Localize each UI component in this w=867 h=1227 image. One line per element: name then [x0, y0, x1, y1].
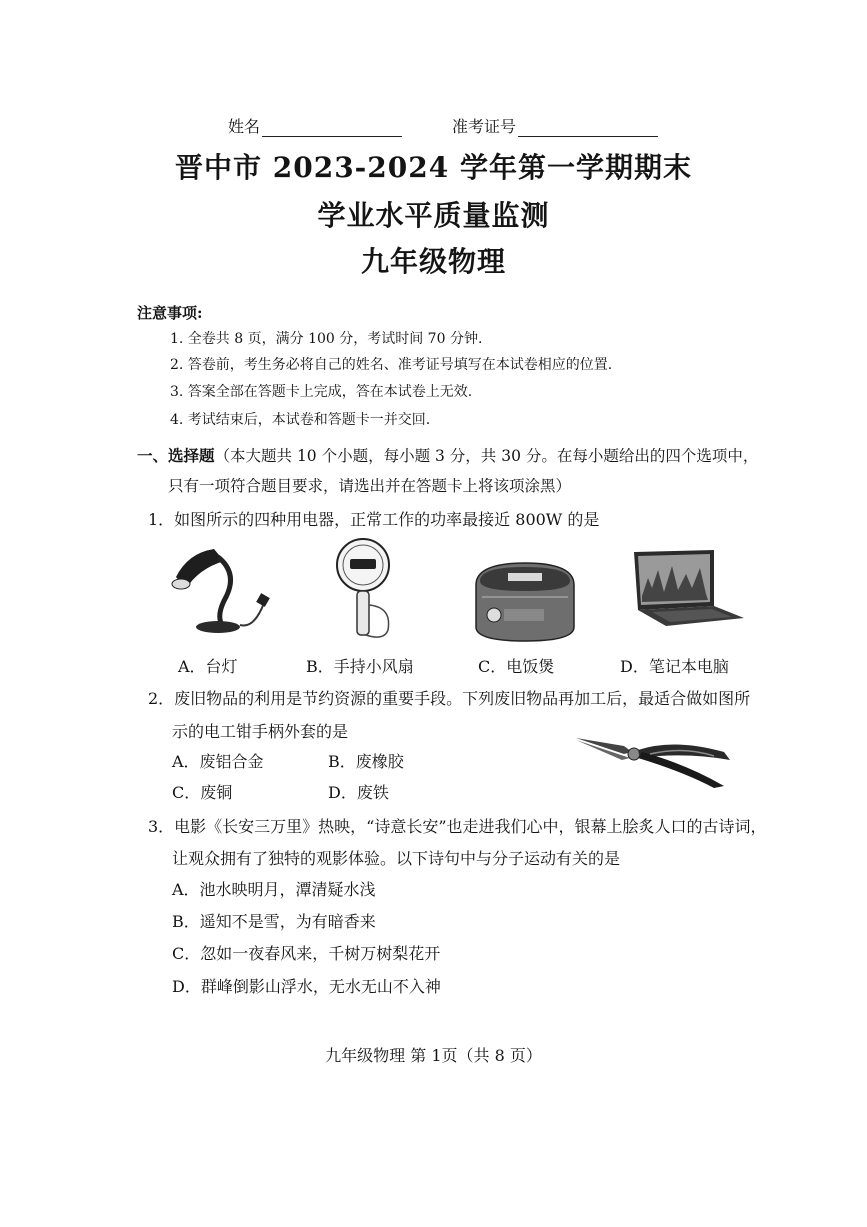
exam-title-line2: 学业水平质量监测: [317, 199, 550, 232]
desk-lamp-icon: [168, 545, 278, 637]
question-2-stem-line2: 示的电工钳手柄外套的是: [172, 722, 349, 741]
question-1-stem: 1．如图所示的四种用电器，正常工作的功率最接近 800W 的是: [148, 510, 600, 529]
notice-item: 4. 考试结束后，本试卷和答题卡一并交回.: [170, 412, 431, 428]
handheld-fan-icon: [330, 535, 400, 645]
exam-title-subject: 九年级物理: [360, 245, 506, 278]
page-footer: 九年级物理 第 1页（共 8 页）: [325, 1046, 542, 1065]
notice-heading: 注意事项:: [137, 304, 203, 322]
laptop-icon: [628, 548, 746, 628]
question-1-option-c: C．电饭煲: [478, 657, 555, 676]
section-label: 一、选择题: [137, 446, 215, 465]
section-description-cont: 只有一项符合题目要求，请选出并在答题卡上将该项涂黑）: [168, 477, 572, 495]
exam-number-blank-line: [518, 122, 658, 137]
notice-item: 1. 全卷共 8 页，满分 100 分，考试时间 70 分钟.: [170, 331, 483, 347]
question-3-option-b: B．遥知不是雪，为有暗香来: [172, 912, 376, 931]
exam-title-line1: 晋中市 2023-2024 学年第一学期期末: [175, 151, 692, 184]
question-2-stem-line1: 2．废旧物品的利用是节约资源的重要手段。下列废旧物品再加工后，最适合做如图所: [148, 689, 751, 708]
question-3-option-d: D．群峰倒影山浮水，无水无山不入神: [172, 977, 441, 996]
section-description: （本大题共 10 个小题，每小题 3 分，共 30 分。在每小题给出的四个选项中，: [214, 447, 759, 465]
question-3-option-a: A．池水映明月，潭清疑水浅: [172, 880, 376, 899]
question-3-stem-line1: 3．电影《长安三万里》热映，“诗意长安”也走进我们心中，银幕上脍炙人口的古诗词，: [148, 817, 767, 836]
notice-item: 2. 答卷前，考生务必将自己的姓名、准考证号填写在本试卷相应的位置.: [170, 357, 613, 373]
notice-item: 3. 答案全部在答题卡上完成，答在本试卷上无效.: [170, 384, 473, 400]
question-3-option-c: C．忽如一夜春风来，千树万树梨花开: [172, 944, 441, 963]
question-1-option-d: D．笔记本电脑: [620, 657, 729, 676]
question-1-option-a: A．台灯: [178, 657, 238, 676]
question-3-stem-line2: 让观众拥有了独特的观影体验。以下诗句中与分子运动有关的是: [172, 849, 621, 868]
question-1-option-b: B．手持小风扇: [306, 657, 414, 676]
question-2-option-c: C．废铜: [172, 783, 233, 802]
name-blank-line: [262, 122, 402, 137]
name-field-label: 姓名: [228, 114, 402, 137]
rice-cooker-icon: [470, 555, 580, 645]
question-2-option-a: A．废铝合金: [172, 752, 264, 771]
section-heading: [137, 444, 758, 466]
exam-number-field-label: 准考证号: [452, 114, 658, 137]
question-2-option-d: D．废铁: [328, 783, 389, 802]
question-2-option-b: B．废橡胶: [328, 752, 404, 771]
pliers-icon: [574, 722, 734, 794]
